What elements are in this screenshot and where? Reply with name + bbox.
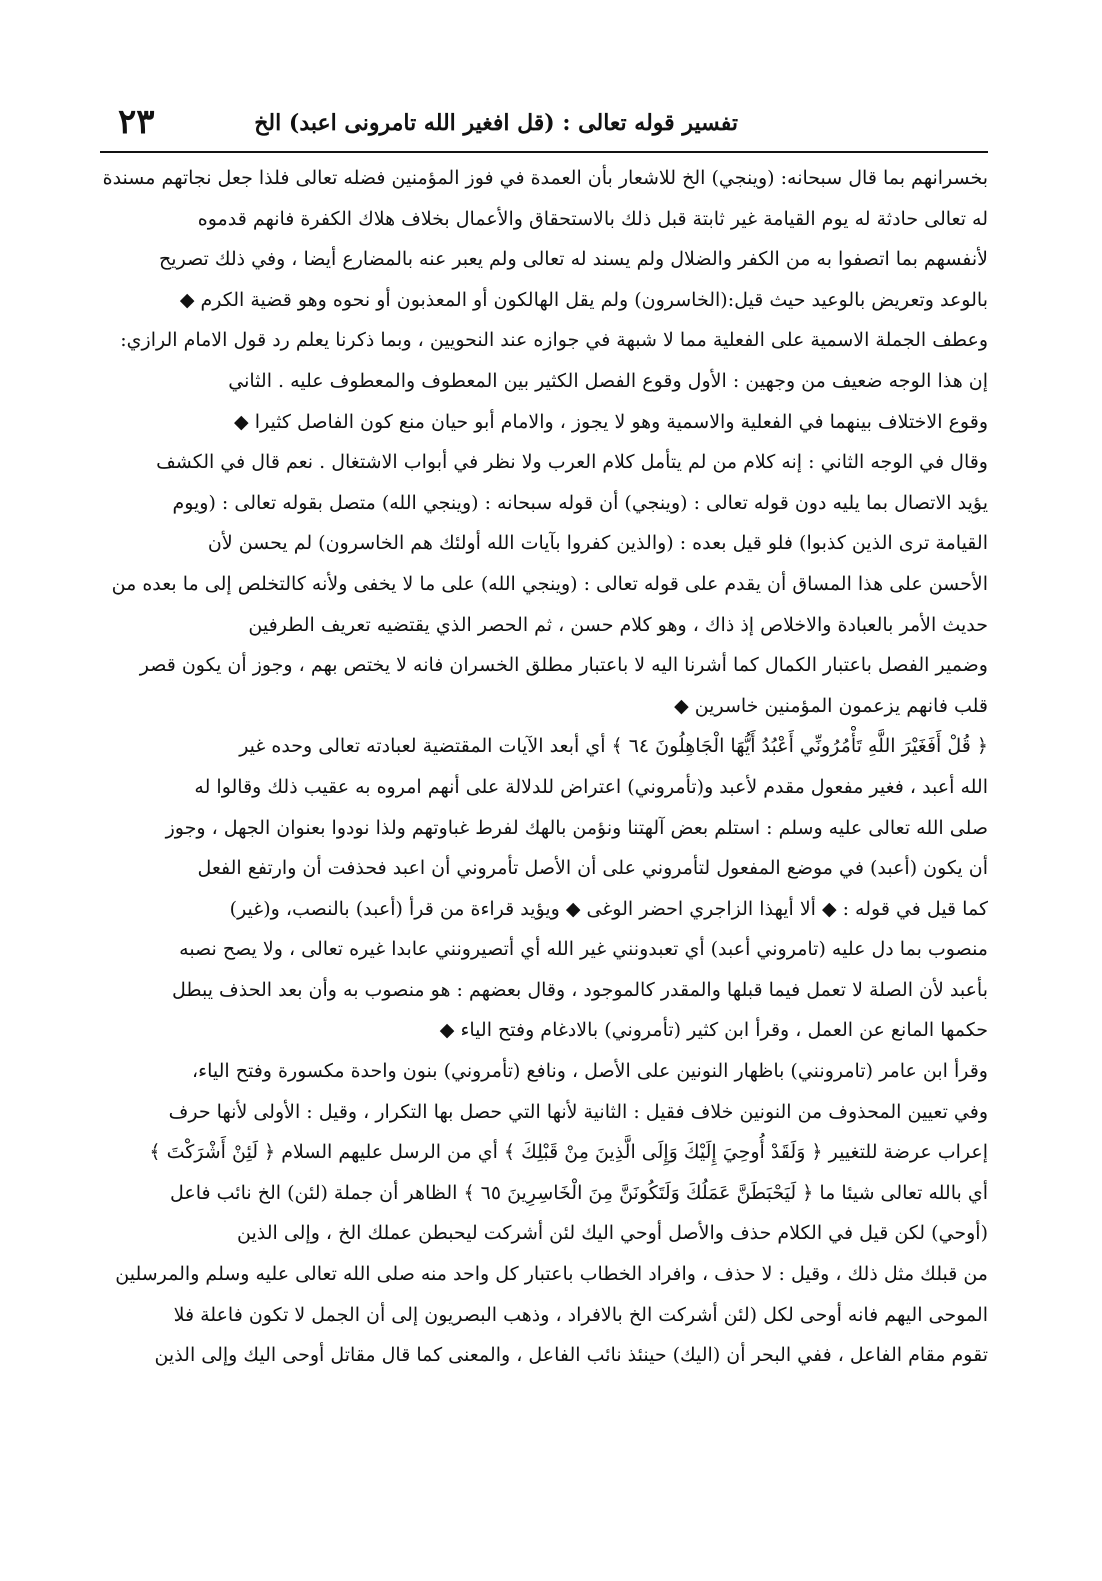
text-line: قلب فانهم يزعمون المؤمنين خاسرين ◆ bbox=[674, 694, 988, 717]
header-rule bbox=[100, 151, 988, 153]
text-line: الله أعبد ، فغير مفعول مقدم لأعبد و(تأمروني) اعتراض للدلالة على أنهم امروه به عقيب ذلك وقالوا له bbox=[194, 775, 988, 798]
text-line: إن هذا الوجه ضعيف من وجهين : الأول وقوع الفصل الكثير بين المعطوف والمعطوف عليه . الثاني bbox=[228, 369, 988, 392]
text-line: كما قيل في قوله : ◆ ألا أيهذا الزاجري احضر الوغى ◆ ويؤيد قراءة من قرأ (أعبد) بالنصب، و(غير) bbox=[229, 897, 988, 920]
text-line: وقال في الوجه الثاني : إنه كلام من لم يتأمل كلام العرب ولا نظر في أبواب الاشتغال . نعم قال في الكشف bbox=[156, 451, 988, 474]
text-line: تقوم مقام الفاعل ، ففي البحر أن (اليك) حينئذ نائب الفاعل ، والمعنى كما قال مقاتل أوحى اليك وإلى الذين bbox=[154, 1344, 988, 1367]
text-line: وفي تعيين المحذوف من النونين خلاف فقيل : الثانية لأنها التي حصل بها التكرار ، وقيل : الأولى لأنها حرف bbox=[168, 1100, 988, 1123]
text-line: القيامة ترى الذين كذبوا) فلو قيل بعده : (والذين كفروا بآيات الله أولئك هم الخاسرون) لم يحسن لأن bbox=[207, 532, 988, 555]
text-line: وعطف الجملة الاسمية على الفعلية مما لا شبهة في جوازه عند النحويين ، وبما ذكرنا يعلم رد قول الامام الرازي: bbox=[120, 329, 988, 352]
text-line: بأعبد لأن الصلة لا تعمل فيما قبلها والمقدر كالموجود ، وقال بعضهم : هو منصوب به وأن بعد الحذف يبطل bbox=[172, 978, 988, 1001]
text-line: يؤيد الاتصال بما يليه دون قوله تعالى : (وينجي) أن قوله سبحانه : (وينجي الله) متصل بقوله تعالى : (ويوم bbox=[172, 491, 988, 514]
text-line: حكمها المانع عن العمل ، وقرأ ابن كثير (تأمروني) بالادغام وفتح الياء ◆ bbox=[439, 1019, 988, 1042]
text-line: الموحى اليهم فانه أوحى لكل (لئن أشركت الخ بالافراد ، وذهب البصريون إلى أن الجمل لا تكون فاعلة فلا bbox=[173, 1303, 988, 1326]
page-number: ٢٣ bbox=[118, 102, 155, 142]
text-line: (أوحي) لكن قيل في الكلام حذف والأصل أوحي اليك لئن أشركت ليحبطن عملك الخ ، وإلى الذين bbox=[236, 1222, 988, 1245]
text-line: بخسرانهم بما قال سبحانه: (وينجي) الخ للاشعار بأن العمدة في فوز المؤمنين فضله تعالى فلذا جعل نجاتهم مسندة bbox=[102, 167, 988, 189]
text-line: منصوب بما دل عليه (تامروني أعبد) أي تعبدونني غير الله أي أتصيرونني عابدا غيره تعالى ، ولا يصح نصبه bbox=[179, 938, 988, 961]
running-header bbox=[100, 102, 988, 150]
text-line: من قبلك مثل ذلك ، وقيل : لا حذف ، وافراد الخطاب باعتبار كل واحد منه صلى الله تعالى عليه وسلم والمرسلين bbox=[115, 1263, 988, 1286]
quran-verse-line: أي بالله تعالى شيئا ما ﴿ لَيَحْبَطَنَّ عَمَلُكَ وَلَتَكُونَنَّ مِنَ الْخَاسِرِينَ ٦٥ ﴾ الظاهر أن جملة (لئن) الخ نائب فاعل bbox=[170, 1181, 988, 1204]
text-line: لأنفسهم بما اتصفوا به من الكفر والضلال ولم يسند له تعالى ولم يعبر عنه بالمضارع أيضا ، وفي ذلك تصريح bbox=[159, 248, 988, 271]
quran-verse-line: ﴿ قُلْ أَفَغَيْرَ اللَّهِ تَأْمُرُونِّي أَعْبُدُ أَيُّهَا الْجَاهِلُونَ ٦٤ ﴾ أي أبعد الآيات المقتضية لعبادته تعالى وحده غير bbox=[239, 735, 988, 758]
page-text bbox=[100, 158, 988, 1376]
text-line: وقوع الاختلاف بينهما في الفعلية والاسمية وهو لا يجوز ، والامام أبو حيان منع كون الفاصل كثيرا ◆ bbox=[234, 410, 988, 433]
text-line: وضمير الفصل باعتبار الكمال كما أشرنا اليه لا باعتبار مطلق الخسران فانه لا يختص بهم ، وجوز أن يكون قصر bbox=[139, 654, 988, 677]
quran-verse-line: إعراب عرضة للتغيير ﴿ وَلَقَدْ أُوحِيَ إِلَيْكَ وَإِلَى الَّذِينَ مِنْ قَبْلِكَ ﴾ أي من الرسل عليهم السلام ﴿ لَئِنْ أَشْرَكْتَ ﴾ bbox=[149, 1141, 988, 1164]
text-line: له تعالى حادثة له يوم القيامة غير ثابتة قبل ذلك بالاستحقاق والأعمال بخلاف هلاك الكفرة فانهم قدموه bbox=[197, 207, 988, 230]
text-line: حديث الأمر بالعبادة والاخلاص إذ ذاك ، وهو كلام حسن ، ثم الحصر الذي يقتضيه تعريف الطرفين bbox=[248, 613, 988, 636]
text-line: صلى الله تعالى عليه وسلم : استلم بعض آلهتنا ونؤمن بالهك لفرط غباوتهم ولذا نودوا بعنوان الجهل ، وجوز bbox=[165, 816, 988, 839]
text-line: الأحسن على هذا المساق أن يقدم على قوله تعالى : (وينجي الله) على ما لا يخفى ولأنه كالتخلص إلى ما بعده من bbox=[111, 572, 988, 595]
running-title: تفسير قوله تعالى : (قل افغير الله تامرونى اعبد) الخ bbox=[254, 110, 738, 136]
text-line: بالوعد وتعريض بالوعيد حيث قيل:(الخاسرون) ولم يقل الهالكون أو المعذبون أو نحوه وهو قضية الكرم ◆ bbox=[179, 288, 988, 311]
text-line: وقرأ ابن عامر (تامرونني) باظهار النونين على الأصل ، ونافع (تأمروني) بنون واحدة مكسورة وفتح الياء، bbox=[192, 1060, 988, 1083]
text-line: أن يكون (أعبد) في موضع المفعول لتأمروني على أن الأصل تأمروني أن اعبد فحذفت أن وارتفع الفعل bbox=[197, 857, 988, 880]
